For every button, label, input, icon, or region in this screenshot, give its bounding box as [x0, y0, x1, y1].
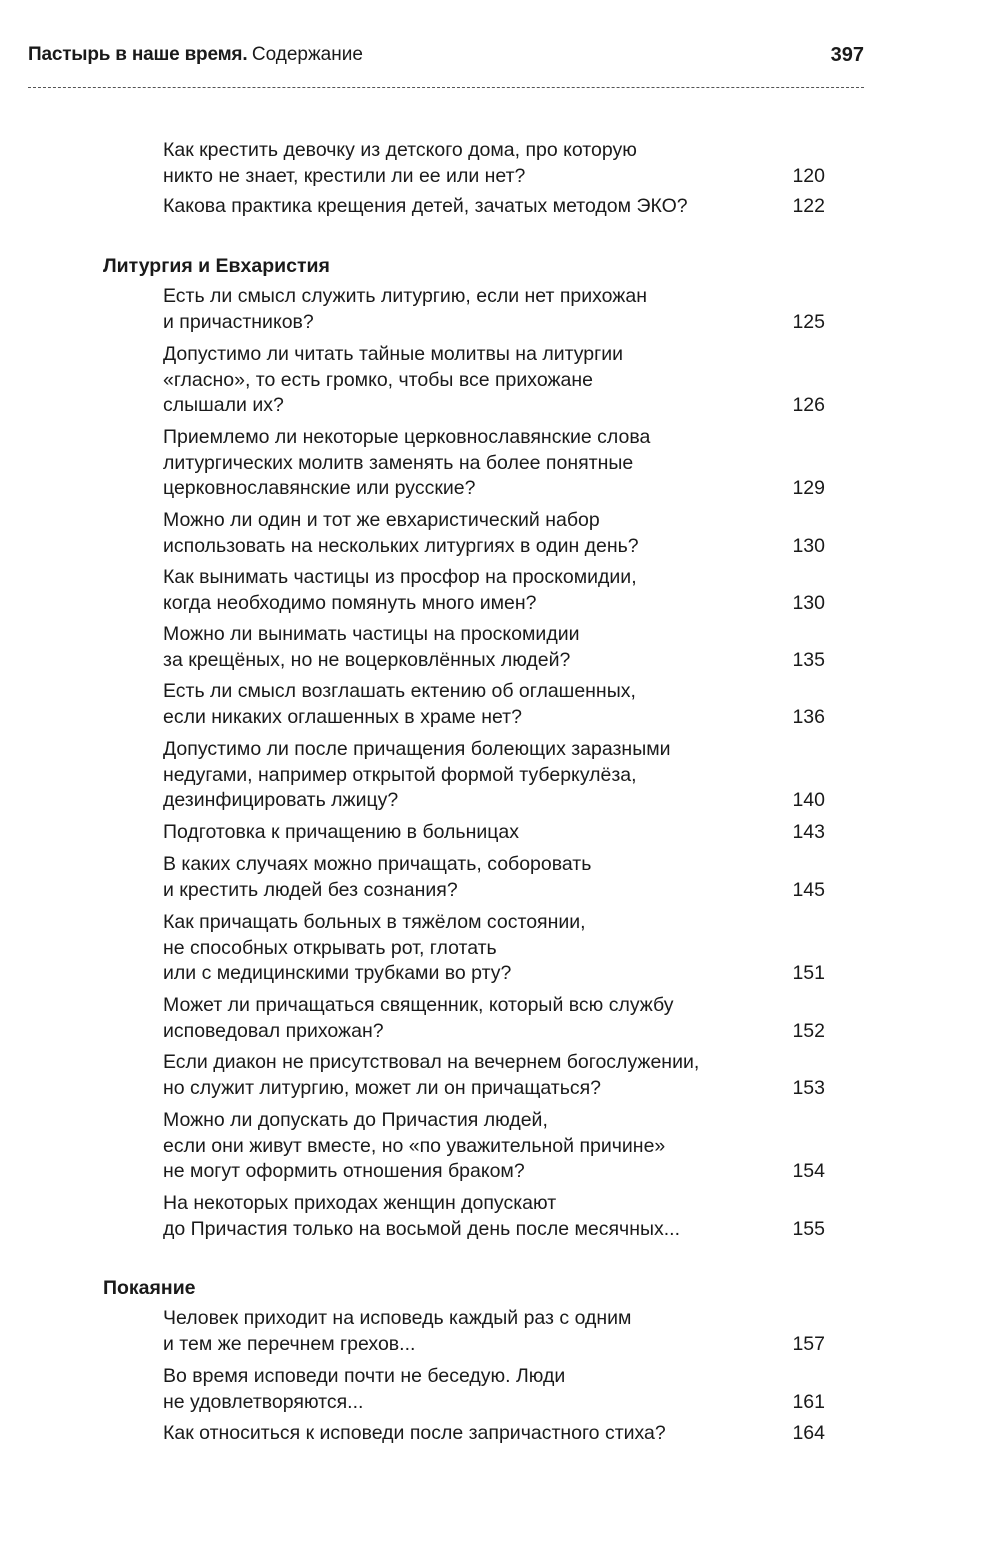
toc-entry	[163, 852, 828, 903]
toc-entry-page: 151	[792, 962, 825, 984]
toc-entry	[163, 679, 828, 730]
toc-entry-title: Можно ли один и тот же евхаристический набор использовать на нескольких литургиях в один день?	[163, 509, 639, 557]
book-title: Пастырь в наше время.	[28, 44, 248, 65]
toc-entry-page: 154	[792, 1160, 825, 1182]
toc-entry	[163, 622, 828, 673]
toc-entry-title: Как крестить девочку из детского дома, про которую никто не знает, крестили ли ее или нет?	[163, 139, 637, 187]
toc-entry	[163, 1050, 828, 1101]
section-heading: Покаяние	[103, 1277, 196, 1299]
toc-entry	[163, 1306, 828, 1357]
toc-entry-title: Допустимо ли читать тайные молитвы на литургии «гласно», то есть громко, чтобы все прихожане слышали их?	[163, 343, 624, 416]
toc-entry-title: Как причащать больных в тяжёлом состоянии, не способных открывать рот, глотать или с медицинскими трубками во рту?	[163, 911, 586, 984]
toc-entry-page: 120	[792, 164, 825, 187]
toc-entry-title: Есть ли смысл служить литургию, если нет прихожан и причастников?	[163, 285, 647, 333]
toc-entry-page: 130	[792, 591, 825, 614]
toc-entry-title: Какова практика крещения детей, зачатых методом ЭКО?	[163, 195, 688, 217]
toc-entry-page: 126	[792, 394, 825, 416]
toc-entry-page: 136	[792, 705, 825, 728]
toc-entry	[163, 820, 828, 846]
toc-entry	[163, 138, 828, 189]
toc-entry	[163, 993, 828, 1044]
toc-entry-page: 164	[792, 1422, 825, 1444]
toc-entry	[163, 737, 828, 814]
toc-entry-page: 155	[792, 1217, 825, 1240]
toc-entry	[163, 910, 828, 987]
toc-entry-page: 122	[792, 195, 825, 217]
toc-entry	[163, 284, 828, 335]
section-heading: Литургия и Евхаристия	[103, 255, 330, 277]
toc-entry-page: 157	[792, 1332, 825, 1355]
toc-entry	[163, 565, 828, 616]
toc-entry-page: 153	[792, 1076, 825, 1099]
toc-entry-title: Подготовка к причащению в больницах	[163, 821, 519, 843]
toc-entry-page: 145	[792, 878, 825, 901]
toc-entry	[163, 342, 828, 419]
running-header	[28, 44, 864, 76]
toc-entry-page: 161	[792, 1390, 825, 1413]
toc-entry-title: Как вынимать частицы из просфор на проскомидии, когда необходимо помянуть много имен?	[163, 566, 637, 614]
toc-entry	[163, 508, 828, 559]
toc-entry-title: Как относиться к исповеди после запричастного стиха?	[163, 1422, 666, 1444]
toc-entry	[163, 1364, 828, 1415]
toc-entry-title: Во время исповеди почти не беседую. Люди не удовлетворяются...	[163, 1365, 566, 1413]
toc-entry-page: 140	[792, 789, 825, 811]
toc-entry	[163, 194, 828, 220]
toc-entry-title: Можно ли вынимать частицы на проскомидии за крещёных, но не воцерковлённых людей?	[163, 623, 580, 671]
toc-entry-title: Приемлемо ли некоторые церковнославянские слова литургических молитв заменять на более понятные церковнославянские или русские?	[163, 426, 651, 499]
toc-entry-title: Может ли причащаться священник, который всю службу исповедовал прихожан?	[163, 994, 674, 1042]
toc-entry-title: Есть ли смысл возглашать ектению об оглашенных, если никаких оглашенных в храме нет?	[163, 680, 636, 728]
toc-entry	[163, 1108, 828, 1185]
toc-entry-page: 152	[792, 1019, 825, 1042]
toc-entry	[163, 425, 828, 502]
toc-entry-page: 129	[792, 477, 825, 499]
toc-entry-title: Человек приходит на исповедь каждый раз с одним и тем же перечнем грехов...	[163, 1307, 632, 1355]
toc-entry	[163, 1421, 828, 1447]
toc-entry	[163, 1191, 828, 1242]
toc-entry-title: Допустимо ли после причащения болеющих заразными недугами, например открытой формой туберкулёза, дезинфицировать лжицу?	[163, 738, 671, 811]
toc-entry-page: 125	[792, 310, 825, 333]
toc-entry-page: 143	[792, 821, 825, 843]
header-divider	[28, 87, 864, 88]
toc-entry-title: На некоторых приходах женщин допускают до Причастия только на восьмой день после месячных...	[163, 1192, 680, 1240]
toc-entry-title: Можно ли допускать до Причастия людей, если они живут вместе, но «по уважительной причине» не могут оформить отношения браком?	[163, 1109, 666, 1182]
toc-entry-title: Если диакон не присутствовал на вечернем богослужении, но служит литургию, может ли он причащаться?	[163, 1051, 700, 1099]
page-number: 397	[830, 44, 864, 66]
toc-entry-page: 130	[792, 534, 825, 557]
section-name: Содержание	[251, 44, 363, 65]
toc-entry-title: В каких случаях можно причащать, соборовать и крестить людей без сознания?	[163, 853, 592, 901]
toc-entry-page: 135	[792, 648, 825, 671]
